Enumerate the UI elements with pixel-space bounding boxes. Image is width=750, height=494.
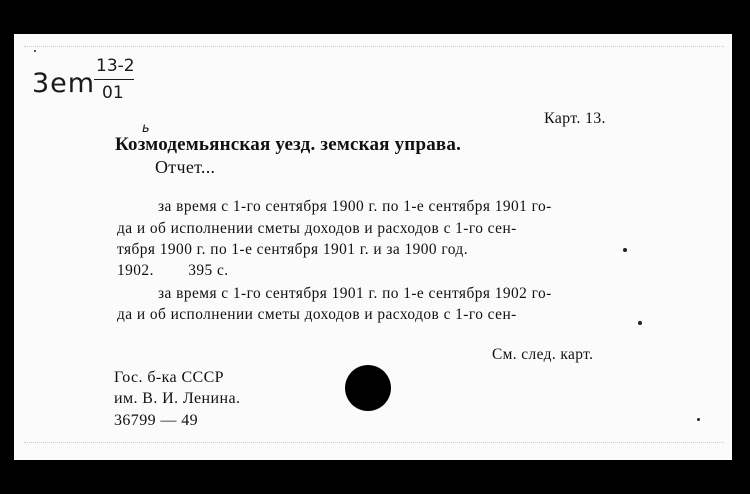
ink-speck [697, 418, 700, 421]
document-title: Отчет... [155, 157, 216, 177]
body-line: тября 1900 г. по 1-е сентября 1901 г. и за 1900 год. [117, 241, 469, 258]
body-line: да и об исполнении сметы доходов и расходов с 1-го сен- [117, 220, 517, 237]
body-line: за время с 1-го сентября 1900 г. по 1-е сентября 1901 го- [158, 198, 552, 215]
body-line: за время с 1-го сентября 1901 г. по 1-е сентября 1902 го- [158, 285, 552, 302]
card-number: Карт. 13. [544, 110, 606, 127]
ink-speck [623, 248, 627, 252]
handwritten-fraction-bottom: 01 [102, 83, 124, 103]
catalog-card [14, 34, 732, 460]
body-line: 1902. 395 с. [117, 262, 229, 279]
punch-hole [345, 365, 391, 411]
handwritten-code: 3em [32, 68, 96, 99]
library-stamp-line: Гос. б-ка СССР [114, 369, 224, 386]
see-next-card-note: См. след. карт. [492, 346, 594, 363]
organization-heading: Козмодемьянская уезд. земская управа. [115, 134, 462, 155]
ink-speck [638, 321, 642, 325]
handwritten-fraction-top: 13-2 [96, 56, 135, 76]
body-line: да и об исполнении сметы доходов и расходов с 1-го сен- [117, 306, 517, 323]
library-stamp-line: 36799 — 49 [114, 412, 198, 429]
library-stamp-line: им. В. И. Ленина. [114, 390, 241, 407]
ink-speck [34, 50, 36, 52]
handwritten-fraction-bar [94, 79, 134, 80]
dotted-guide-line [24, 46, 724, 47]
dotted-guide-line [24, 442, 724, 443]
handwritten-correction: ь [142, 121, 150, 136]
